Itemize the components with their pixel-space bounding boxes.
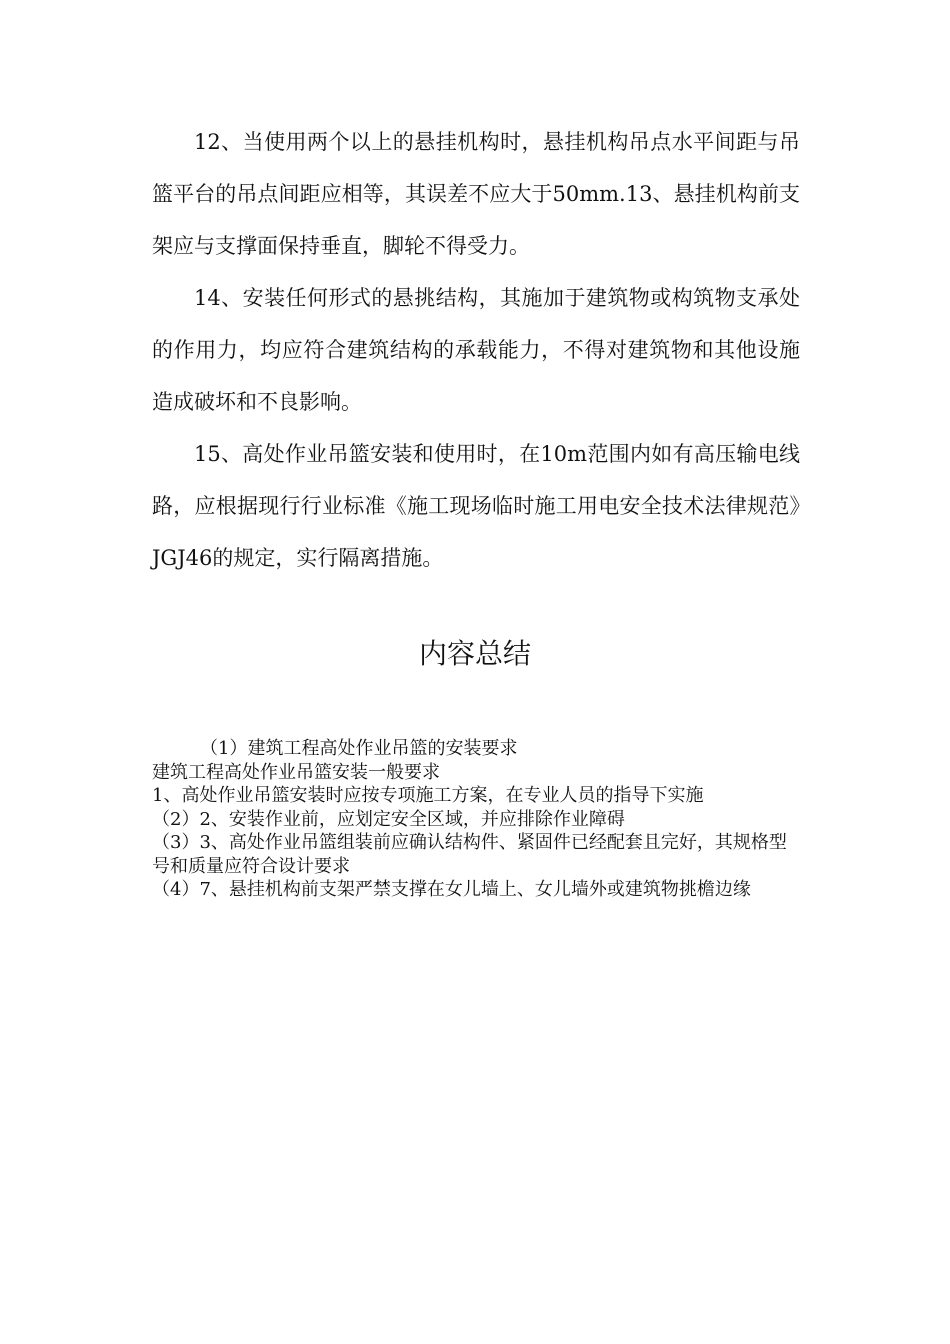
summary-line: （1）建筑工程高处作业吊篮的安装要求 [200,738,518,759]
summary-list [152,737,802,902]
summary-title: 内容总结 [418,637,531,670]
summary-line: （2）2、安装作业前，应划定安全区域，并应排除作业障碍 [152,808,625,830]
summary-line: （3）3、高处作业吊篮组装前应确认结构件、紧固件已经配套且完好，其规格型号和质量应符合设计要求 [152,832,787,877]
summary-line: （4）7、悬挂机构前支架严禁支撑在女儿墙上、女儿墙外或建筑物挑檐边缘 [152,879,751,900]
paragraph-14: 14、安装任何形式的悬挑结构，其施加于建筑物或构筑物支承处的作用力，均应符合建筑结构的承载能力，不得对建筑物和其他设施造成破坏和不良影响。 [152,286,800,414]
paragraph-12-13: 12、当使用两个以上的悬挂机构时，悬挂机构吊点水平间距与吊篮平台的吊点间距应相等，其误差不应大于50mm.13、悬挂机构前支架应与支撑面保持垂直，脚轮不得受力。 [152,130,800,258]
summary-line: 建筑工程高处作业吊篮安装一般要求 [152,761,440,783]
paragraph-15: 15、高处作业吊篮安装和使用时，在10m范围内如有高压输电线路，应根据现行行业标准《施工现场临时施工用电安全技术法律规范》JGJ46的规定，实行隔离措施。 [152,442,800,570]
body-text [152,116,800,584]
summary-line: 1、高处作业吊篮安装时应按专项施工方案，在专业人员的指导下实施 [152,785,704,806]
